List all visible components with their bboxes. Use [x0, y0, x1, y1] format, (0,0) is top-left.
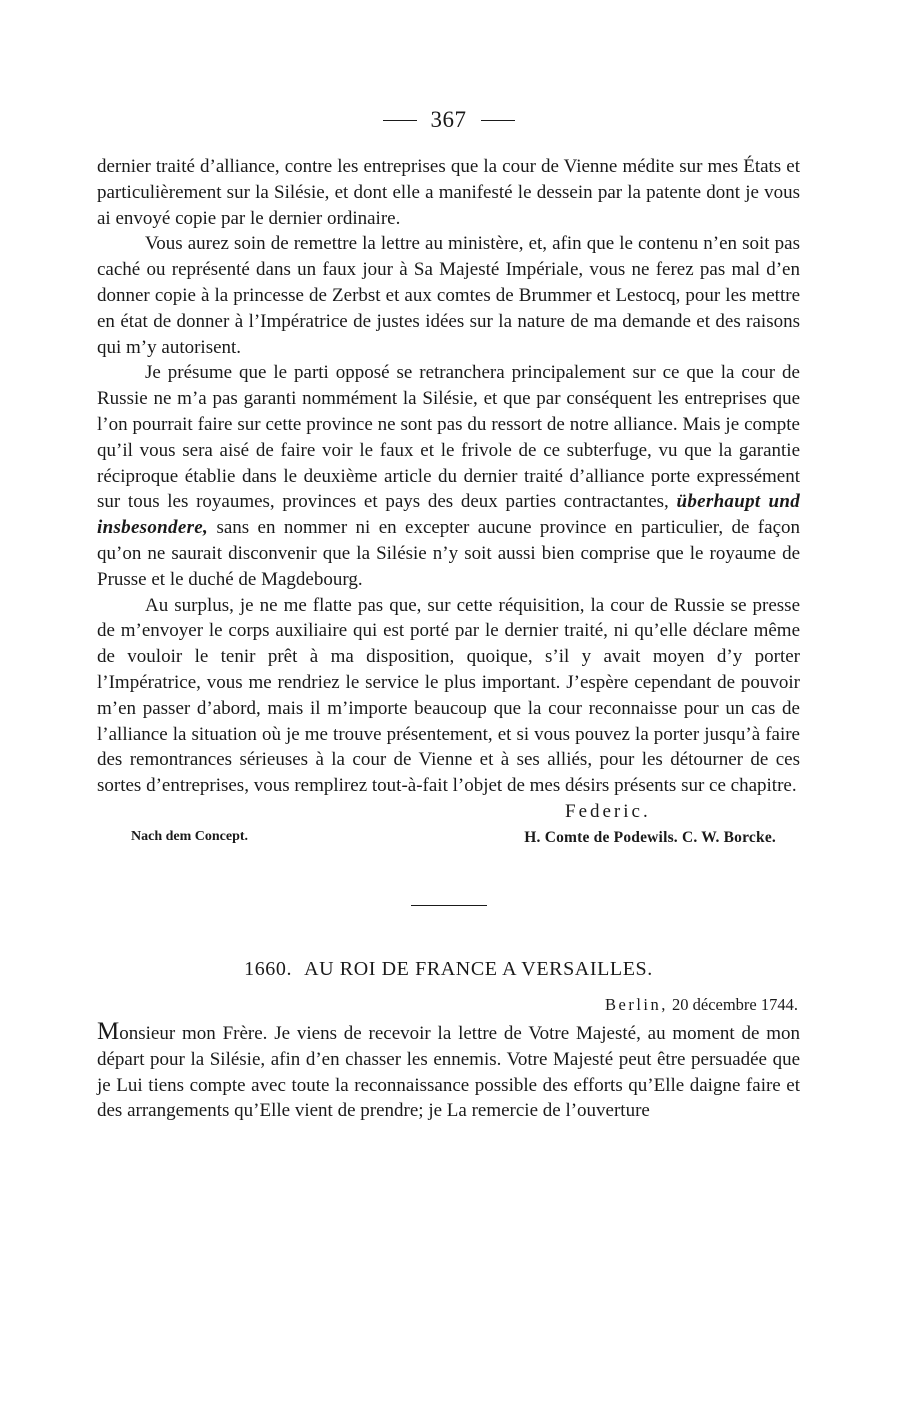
paragraph-1: dernier traité d’alliance, contre les entreprises que la cour de Vienne médite sur mes États et particulièrement sur la Silésie, et dont elle a manifesté le dessein par la patente dont je vous ai envoyé copie par le dernier ordinaire.	[97, 156, 800, 229]
letter-date: 20 décembre 1744.	[672, 994, 798, 1014]
letter-body-text: onsieur mon Frère. Je viens de recevoir la lettre de Votre Majesté, au moment de mon départ pour la Silésie, afin d’en chasser les ennemis. Votre Majesté peut être persuadée que je Lui tiens compte avec toute la reconnaissance possible des efforts qu’Elle daigne faire et des arrangements qu’Elle vient de prendre; je La remercie de l’ouverture	[97, 1022, 800, 1122]
letter-body	[97, 1019, 800, 1124]
paragraph-4: Au surplus, je ne me flatte pas que, sur cette réquisition, la cour de Russie se presse de m’envoyer le corps auxiliaire qui est porté par le dernier traité, ni qu’elle déclare même de vouloir le tenir prêt à ma disposition, quoique, s’il y avait moyen d’y porter l’Impératrice, vous me rendriez le service le plus important. J’espère cependant de pouvoir m’en passer d’abord, mais il m’importe beaucoup que la cour reconnaisse pour un cas de l’alliance la situation où je me trouve présentement, et si vous pouvez la porter jusqu’à faire des remontrances sérieuses à la cour de Vienne et à ses alliés, pour les détourner de ces sortes d’entreprises, vous remplirez tout-à-fait l’objet de mes désirs présents sur ce chapitre.	[97, 594, 800, 797]
letter-place: Berlin,	[605, 994, 668, 1014]
signature: Federic.	[565, 800, 651, 822]
paragraph-3-text-after: sans en nommer ni en excepter aucune province en particulier, de façon qu’on ne saurait disconvenir que la Silésie n’y soit aussi bien comprise que le royaume de Prusse et le duché de Magdebourg.	[97, 517, 801, 590]
page-header	[97, 100, 800, 140]
dateline	[97, 995, 800, 1015]
countersigners: H. Comte de Podewils. C. W. Borcke.	[524, 828, 776, 846]
signature-row	[97, 801, 800, 829]
letter-continuation	[97, 154, 800, 799]
paragraph-3-text-before: Je présume que le parti opposé se retranchera principalement sur ce que la cour de Russie ne m’a pas garanti nommément la Silésie, et que par conséquent les entreprises que l’on pourrait faire sur cette province ne sont pas du ressort de notre alliance. Mais je compte qu’il vous sera aisé de faire voir le faux et le frivole de ce subterfuge, vu que la garantie réciproque établie dans le deuxième article du dernier traité d’alliance porte expressément sur tous les royaumes, provinces et pays des deux parties contractantes,	[97, 362, 800, 513]
letter-paragraph	[97, 1019, 800, 1124]
german-phrase: überhaupt und insbesondere,	[97, 491, 800, 539]
paragraph-3	[97, 360, 800, 592]
paragraph-2: Vous aurez soin de remettre la lettre au ministère, et, afin que le contenu n’en soit pas caché ou représenté dans un faux jour à Sa Majesté Impériale, vous ne ferez pas mal d’en donner copie à la princesse de Zerbst et aux comtes de Brummer et Lestocq, pour les mettre en état de donner à l’Impératrice de justes idées sur la nature de ma demande et des raisons qui m’y autorisent.	[97, 233, 800, 358]
document-page	[97, 100, 800, 1124]
attribution-row	[97, 829, 800, 855]
section-divider	[411, 905, 487, 906]
drop-capital: M	[97, 1017, 120, 1045]
letter-title: AU ROI DE FRANCE A VERSAILLES.	[304, 957, 653, 980]
letter-number: 1660.	[244, 957, 293, 980]
header-dash-left	[383, 120, 417, 121]
letter-heading	[97, 958, 800, 981]
page-number: 367	[430, 107, 467, 132]
source-note: Nach dem Concept.	[131, 828, 249, 844]
header-dash-right	[481, 120, 515, 121]
